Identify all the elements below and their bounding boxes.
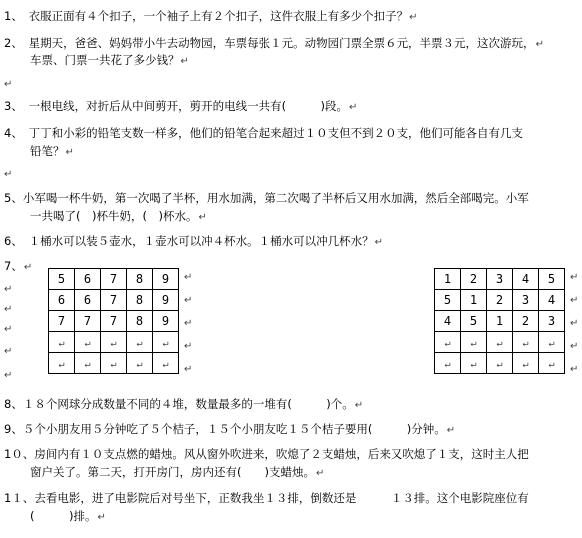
grid-cell [127,353,153,374]
grid-cell: 3 [539,311,565,332]
question-3-text: 3、 一根电线，对折后从中间剪开，剪开的电线一共有( )段。 [4,99,349,113]
question-11-continued [30,508,106,526]
question-5-text: 5、小军喝一杯牛奶，第一次喝了半杯，用水加满，第二次喝了半杯后又用水加满，然后全部喝完。小军 [4,191,529,205]
grid-row [49,332,179,353]
question-8-text: 8、１８个网球分成数量不同的４堆，数量最多的一堆有( )个。 [4,397,354,411]
paragraph-mark: ↵ [58,359,65,370]
paragraph-mark: ↵ [446,425,456,436]
grid-row [435,353,565,374]
grid-cell: 7 [49,311,75,332]
question-4-text-2: 铅笔？ [30,144,65,158]
grid-row [435,269,565,290]
paragraph-mark: ↵ [470,359,477,370]
question-3 [4,98,357,116]
grid-cell: 1 [487,311,513,332]
grid-cell: 1 [435,269,461,290]
grid-cell [153,353,179,374]
paragraph-mark: ↵ [4,304,13,315]
question-7-label: 7、 [4,259,23,273]
question-10-text: 1０、房间内有１０支点燃的蜡烛。风从窗外吹进来，吹熄了２支蜡烛，后来又吹熄了１支，这时主人把 [4,447,529,461]
question-10 [4,446,529,462]
grid-cell: 7 [101,269,127,290]
grid-cell: 9 [153,311,179,332]
grid-cell: 6 [75,290,101,311]
grid-row [435,311,565,332]
question-10-text-2: 窗户关了。第二天，打开房门，房内还有( )支蜡烛。 [30,465,315,479]
grid-cell [487,353,513,374]
paragraph-mark: ↵ [180,56,189,67]
grid-cell: 8 [127,290,153,311]
paragraph-mark: ↵ [535,39,544,50]
grid-cell: 2 [487,290,513,311]
grid-cell: 5 [49,269,75,290]
grid-cell [461,353,487,374]
grid-cell [513,353,539,374]
grid-cell [75,353,101,374]
grid-cell [487,332,513,353]
grid-cell: 4 [513,269,539,290]
paragraph-mark: ↵ [136,359,143,370]
grid-cell: 5 [539,269,565,290]
paragraph-mark: ↵ [444,359,451,370]
question-1 [4,8,417,26]
paragraph-mark: ↵ [184,364,193,375]
paragraph-mark: ↵ [570,295,579,306]
paragraph-mark: ↵ [84,338,91,349]
paragraph-mark: ↵ [110,359,117,370]
question-2-text: 2、 星期天，爸爸、妈妈带小牛去动物园，车票每张１元。动物园门票全票６元，半票３元，这次游玩， [4,36,535,50]
paragraph-mark: ↵ [97,512,106,523]
grid-cell: 4 [435,311,461,332]
grid-cell: 7 [75,311,101,332]
question-6 [4,233,383,251]
paragraph-mark: ↵ [548,359,555,370]
paragraph-mark: ↵ [570,272,579,283]
grid-cell: 1 [461,290,487,311]
grid-cell [539,332,565,353]
question-5-text-2: 一共喝了( )杯牛奶，( )杯水。 [30,209,198,223]
grid-cell: 8 [127,311,153,332]
paragraph-mark: ↵ [522,359,529,370]
paragraph-mark: ↵ [570,364,579,375]
paragraph-mark: ↵ [374,237,383,248]
grid-cell [101,353,127,374]
paragraph-mark: ↵ [548,338,555,349]
grid-cell: 5 [435,290,461,311]
grid-cell: 3 [513,290,539,311]
question-5-continued [30,208,207,226]
paragraph-mark: ↵ [570,318,579,329]
paragraph-mark: ↵ [496,338,503,349]
paragraph-mark: ↵ [65,147,74,158]
paragraph-mark: ↵ [136,338,143,349]
grid-cell [101,332,127,353]
question-6-text: 6、 １桶水可以装５壶水，１壶水可以冲４杯水。１桶水可以冲几杯水？ [4,234,374,248]
paragraph-mark: ↵ [4,370,13,381]
grid-cell: 2 [513,311,539,332]
paragraph-mark: ↵ [444,338,451,349]
question-2-continued [30,52,189,70]
paragraph-mark: ↵ [23,262,33,273]
paragraph-mark: ↵ [162,338,169,349]
grid-cell [513,332,539,353]
grid-cell: 7 [101,311,127,332]
grid-row [49,269,179,290]
paragraph-mark: ↵ [409,12,418,23]
paragraph-mark: ↵ [315,468,325,479]
paragraph-mark: ↵ [354,400,364,411]
question-10-continued [30,464,324,482]
grid-row [49,353,179,374]
grid-cell [49,332,75,353]
paragraph-mark: ↵ [162,359,169,370]
grid-cell [75,332,101,353]
question-4-text: 4、 丁丁和小彩的铅笔支数一样多，他们的铅笔合起来超过１０支但不到２０支，他们可能各自有几支 [4,126,524,140]
question-1-text: 1、 衣服正面有４个扣子，一个袖子上有２个扣子，这件衣服上有多少个扣子？ [4,9,409,23]
question-2 [4,35,544,53]
grid-cell [127,332,153,353]
empty-paragraph-mark: ↵ [4,79,13,90]
grid-cell: 5 [461,311,487,332]
question-4 [4,125,523,141]
question-2-text-2: 车票、门票一共花了多少钱？ [30,53,180,67]
paragraph-mark: ↵ [184,295,193,306]
paragraph-mark: ↵ [4,346,13,357]
grid-cell [49,353,75,374]
grid-cell [435,332,461,353]
grid-cell: 4 [539,290,565,311]
paragraph-mark: ↵ [198,212,207,223]
grid-cell: 8 [127,269,153,290]
grid-cell [539,353,565,374]
question-9 [4,421,455,439]
paragraph-mark: ↵ [110,338,117,349]
paragraph-mark: ↵ [4,284,13,295]
paragraph-mark: ↵ [522,338,529,349]
grid-row [435,332,565,353]
question-4-continued [30,143,74,161]
grid-cell: 3 [487,269,513,290]
paragraph-mark: ↵ [349,102,358,113]
grid-row [49,311,179,332]
grid-cell: 2 [461,269,487,290]
grid-row [49,290,179,311]
question-8 [4,396,363,414]
grid-cell: 7 [101,290,127,311]
question-7 [4,258,32,276]
empty-paragraph-mark: ↵ [4,169,13,180]
paragraph-mark: ↵ [570,341,579,352]
grid-cell: 6 [49,290,75,311]
paragraph-mark: ↵ [4,324,13,335]
grid-cell [461,332,487,353]
grid-cell [153,332,179,353]
paragraph-mark: ↵ [184,318,193,329]
grid-cell [435,353,461,374]
number-grid-right [434,268,565,374]
number-grid-left [48,268,179,374]
grid-cell: 6 [75,269,101,290]
paragraph-mark: ↵ [184,272,193,283]
grid-cell: 9 [153,269,179,290]
question-11-text-2: ( )排。 [30,509,97,523]
paragraph-mark: ↵ [184,341,193,352]
question-11-text: 1１、去看电影，进了电影院后对号坐下，正数我坐１３排，倒数还是 １３排。这个电影院座位有 [4,491,529,505]
paragraph-mark: ↵ [58,338,65,349]
grid-cell: 9 [153,290,179,311]
grid-row [435,290,565,311]
question-5 [4,190,529,206]
paragraph-mark: ↵ [470,338,477,349]
paragraph-mark: ↵ [496,359,503,370]
question-9-text: 9、５个小朋友用５分钟吃了５个桔子，１５个小朋友吃１５个桔子要用( )分钟。 [4,422,446,436]
paragraph-mark: ↵ [84,359,91,370]
question-11 [4,490,529,506]
